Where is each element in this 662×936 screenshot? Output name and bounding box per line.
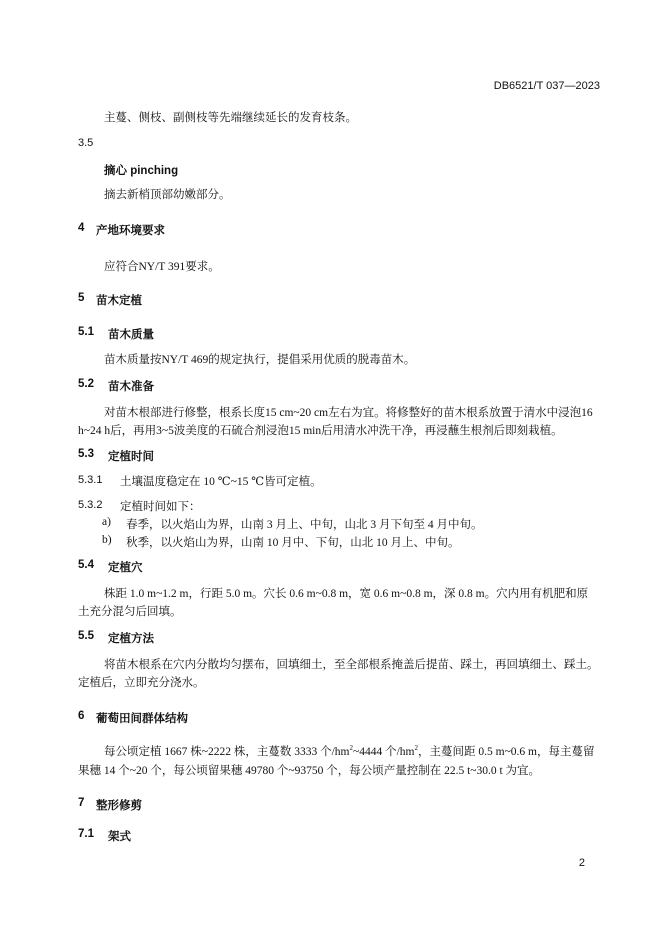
- document-id: DB6521/T 037—2023: [493, 80, 600, 92]
- section-4-text: 应符合NY/T 391要求。: [104, 261, 220, 273]
- section-5-2-text-line-2: h~24 h后，再用3~5波美度的石硫合剂浸泡15 min后用清水冲洗干净，再浸蘸生根剂后即刻栽植。: [78, 425, 563, 437]
- continued-definition: 主蔓、侧枝、副侧枝等先端继续延长的发育枝条。: [104, 112, 357, 124]
- section-5-3-title: 定植时间: [108, 451, 154, 463]
- list-item-a-label: a): [102, 516, 111, 528]
- section-4-title: 产地环境要求: [96, 225, 165, 237]
- section-5-2-number: 5.2: [78, 378, 94, 390]
- section-5-4-number: 5.4: [78, 559, 94, 571]
- section-6-title: 葡萄田间群体结构: [96, 713, 188, 725]
- section-3-5-term: 摘心 pinching: [104, 165, 179, 177]
- section-6-text-line-1: 每公顷定植 1667 株~2222 株，主蔓数 3333 个$/hm^2\sim 4444$ 个$/hm^2$，主蔓间距 0.5 m~0.6 m，每主蔓留: [104, 744, 595, 758]
- section-5-3-2-text: 定植时间如下：: [120, 501, 201, 513]
- list-item-a-text: 春季，以火焰山为界，山南 3 月上、中旬，山北 3 月下旬至 4 月中旬。: [126, 519, 483, 531]
- section-7-1-title: 架式: [108, 831, 131, 843]
- section-5-5-number: 5.5: [78, 630, 94, 642]
- section-5-5-text-line-1: 将苗木根系在穴内分散均匀摆布，回填细土，至全部根系掩盖后提苗、踩土，再回填细土、踩土。: [104, 659, 599, 671]
- section-7-number: 7: [78, 797, 85, 809]
- section-6-number: 6: [78, 710, 85, 722]
- section-5-number: 5: [78, 292, 85, 304]
- section-7-title: 整形修剪: [96, 800, 142, 812]
- section-5-2-text-line-1: 对苗木根部进行修整，根系长度15 cm~20 cm左右为宜。将修整好的苗木根系放置于清水中浸泡16: [104, 407, 593, 419]
- section-5-title: 苗木定植: [96, 295, 142, 307]
- section-5-4-text-line-2: 土充分混匀后回填。: [78, 606, 182, 618]
- section-3-5-definition: 摘去新梢顶部幼嫩部分。: [104, 189, 231, 201]
- section-5-4-text-line-1: 株距 1.0 m~1.2 m，行距 5.0 m。穴长 0.6 m~0.8 m，宽 0.6 m~0.8 m，深 0.8 m。穴内用有机肥和原: [104, 588, 589, 600]
- section-6-text-line-2: 果穗 14 个~20 个，每公顷留果穗 49780 个~93750 个，每公顷产量控制在 22.5 t~30.0 t 为宜。: [78, 765, 541, 777]
- section-5-3-2-number: 5.3.2: [78, 499, 103, 511]
- section-5-1-number: 5.1: [78, 326, 94, 338]
- section-7-1-number: 7.1: [78, 828, 94, 840]
- section-5-2-title: 苗木准备: [108, 381, 154, 393]
- section-5-4-title: 定植穴: [108, 562, 143, 574]
- list-item-b-text: 秋季，以火焰山为界，山南 10 月中、下旬，山北 10 月上、中旬。: [126, 537, 460, 549]
- section-4-number: 4: [78, 222, 85, 234]
- section-5-3-number: 5.3: [78, 448, 94, 460]
- section-5-5-text-line-2: 定植后，立即充分浇水。: [78, 677, 205, 689]
- section-5-1-title: 苗木质量: [108, 329, 154, 341]
- section-5-3-1-number: 5.3.1: [78, 474, 103, 486]
- section-5-5-title: 定植方法: [108, 633, 154, 645]
- section-5-3-1-text: 土壤温度稳定在 10 ℃~15 ℃皆可定植。: [120, 476, 322, 488]
- page-number: 2: [578, 857, 585, 869]
- section-3-5-number: 3.5: [78, 137, 94, 149]
- section-5-1-text: 苗木质量按NY/T 469的规定执行，提倡采用优质的脱毒苗木。: [104, 354, 416, 366]
- list-item-b-label: b): [102, 534, 112, 546]
